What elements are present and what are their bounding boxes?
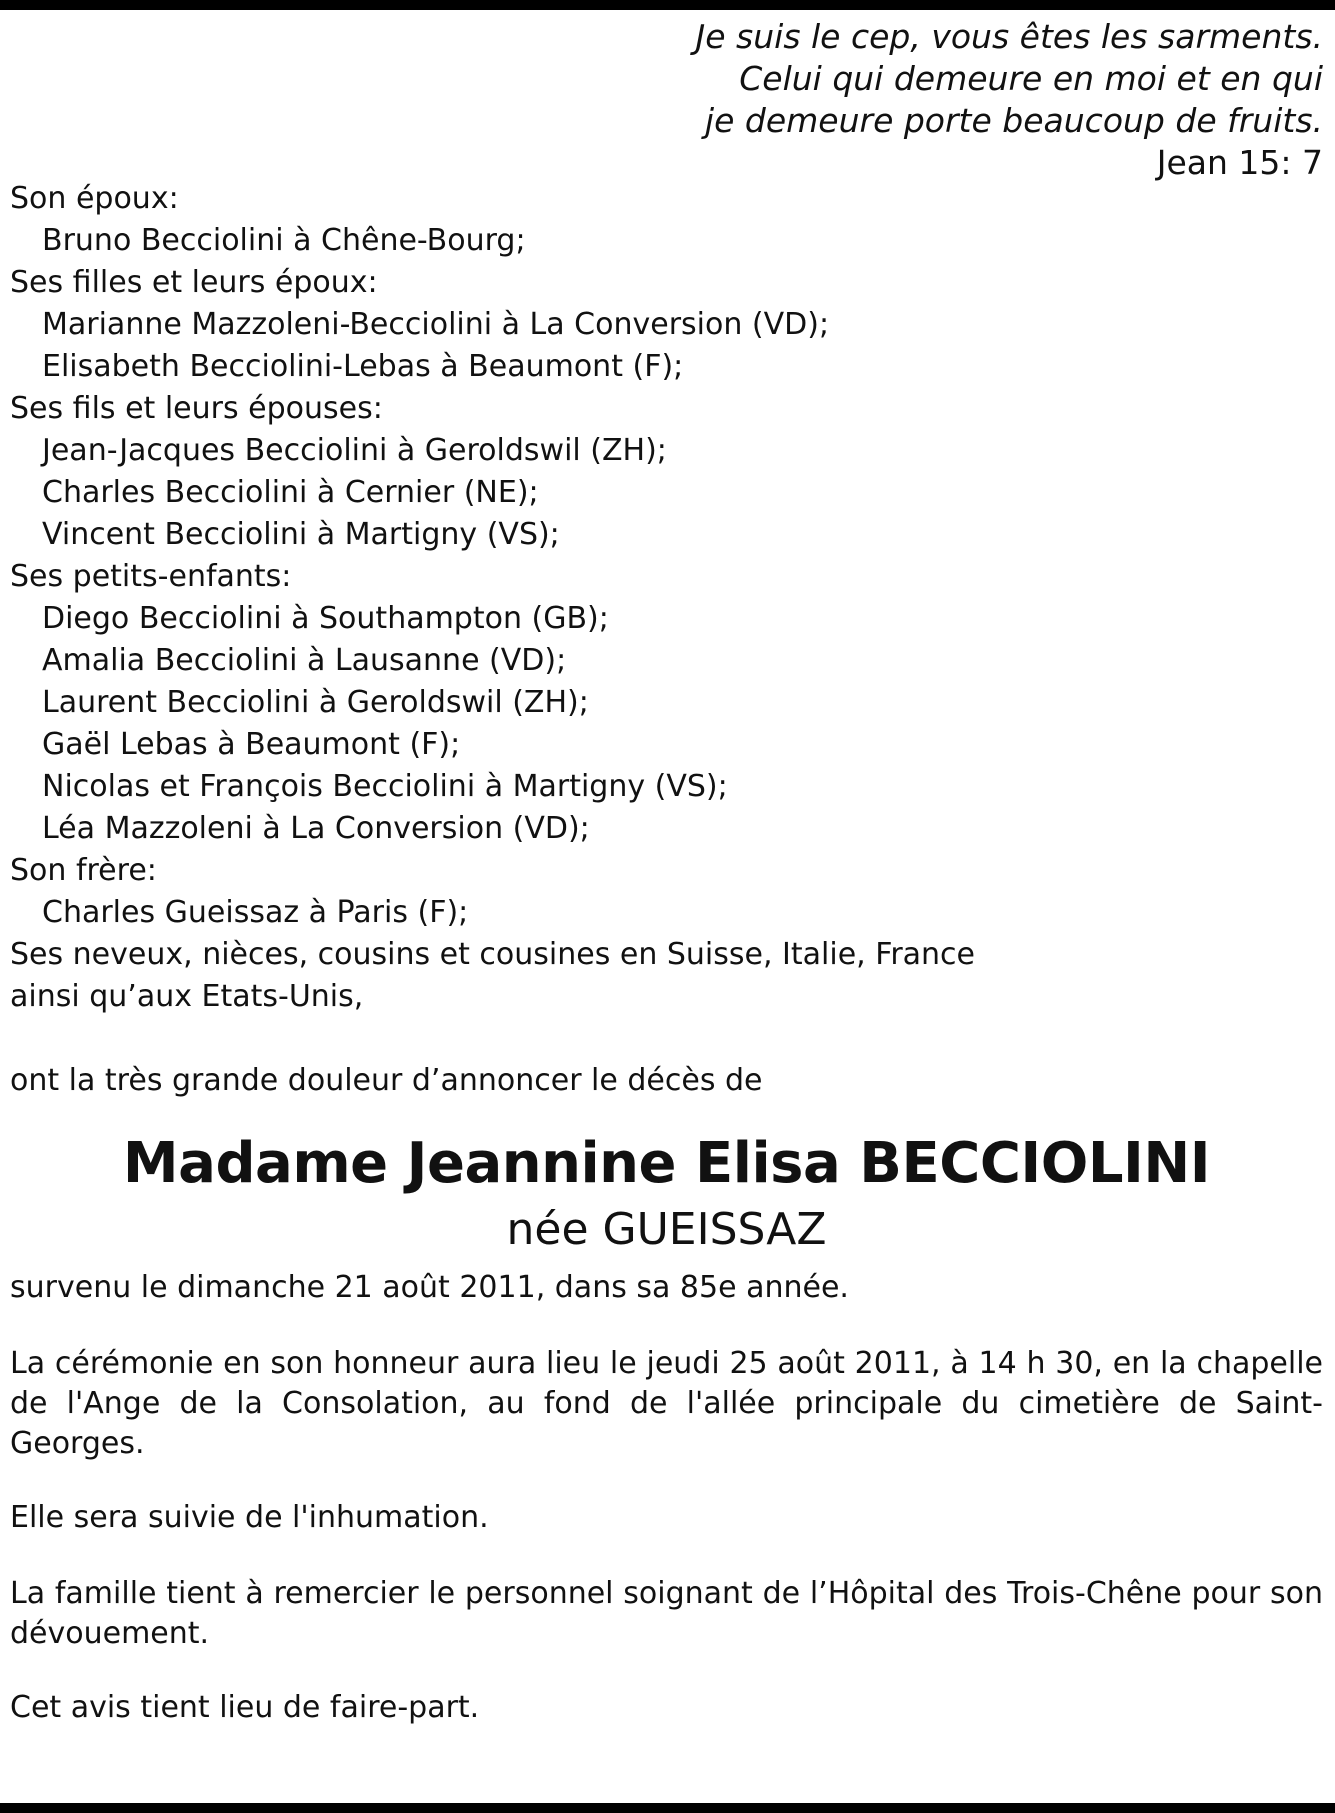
bottom-border-rule bbox=[0, 1803, 1335, 1813]
family-list bbox=[10, 178, 1323, 1018]
family-member: Amalia Becciolini à Lausanne (VD); bbox=[42, 643, 567, 678]
family-group-heading: Ses fils et leurs épouses: bbox=[10, 391, 383, 426]
family-group-heading: Ses filles et leurs époux: bbox=[10, 265, 378, 300]
verse-reference: Jean 15: 7 bbox=[1156, 143, 1323, 182]
family-member: Vincent Becciolini à Martigny (VS); bbox=[42, 517, 560, 552]
family-member: Elisabeth Becciolini-Lebas à Beaumont (F); bbox=[42, 349, 684, 384]
family-member: Jean-Jacques Becciolini à Geroldswil (ZH); bbox=[42, 433, 667, 468]
ceremony-paragraph: La cérémonie en son honneur aura lieu le jeudi 25 août 2011, à 14 h 30, en la chapelle de l'Ange de la Consolation, au fond de l'allée principale du cimetière de Saint-Georges. bbox=[10, 1346, 1323, 1461]
date-of-death-paragraph: survenu le dimanche 21 août 2011, dans sa 85e année. bbox=[10, 1270, 849, 1305]
maiden-name: née GUEISSAZ bbox=[506, 1204, 827, 1255]
verse-line: je demeure porte beaucoup de fruits. bbox=[704, 101, 1323, 140]
extended-family-line: ainsi qu’aux Etats-Unis, bbox=[10, 979, 364, 1014]
deceased-name: Madame Jeannine Elisa BECCIOLINI bbox=[122, 1131, 1211, 1196]
announcement-text: ont la très grande douleur d’annoncer le décès de bbox=[10, 1063, 763, 1098]
family-member: Léa Mazzoleni à La Conversion (VD); bbox=[42, 811, 590, 846]
family-group-heading: Son frère: bbox=[10, 853, 157, 888]
bible-verse bbox=[623, 16, 1323, 184]
obituary-body bbox=[10, 178, 1323, 1728]
top-border-rule bbox=[0, 0, 1335, 10]
family-group-brother bbox=[10, 850, 1323, 934]
family-member: Diego Becciolini à Southampton (GB); bbox=[42, 601, 609, 636]
family-member: Charles Becciolini à Cernier (NE); bbox=[42, 475, 539, 510]
verse-line: Je suis le cep, vous êtes les sarments. bbox=[695, 17, 1323, 56]
family-group-grandchildren bbox=[10, 556, 1323, 850]
burial-paragraph: Elle sera suivie de l'inhumation. bbox=[10, 1500, 489, 1535]
family-member: Marianne Mazzoleni-Becciolini à La Conversion (VD); bbox=[42, 307, 830, 342]
thanks-paragraph: La famille tient à remercier le personnel soignant de l’Hôpital des Trois-Chêne pour son dévouement. bbox=[10, 1576, 1323, 1651]
family-member: Bruno Becciolini à Chêne-Bourg; bbox=[42, 223, 526, 258]
notice-paragraph: Cet avis tient lieu de faire-part. bbox=[10, 1690, 480, 1725]
family-group-heading: Son époux: bbox=[10, 181, 179, 216]
family-member: Gaël Lebas à Beaumont (F); bbox=[42, 727, 461, 762]
family-group-daughters bbox=[10, 262, 1323, 388]
family-group-spouse bbox=[10, 178, 1323, 262]
extended-family-line: Ses neveux, nièces, cousins et cousines en Suisse, Italie, France bbox=[10, 937, 976, 972]
family-member: Nicolas et François Becciolini à Martigny (VS); bbox=[42, 769, 728, 804]
family-group-sons bbox=[10, 388, 1323, 556]
family-member: Laurent Becciolini à Geroldswil (ZH); bbox=[42, 685, 589, 720]
family-member: Charles Gueissaz à Paris (F); bbox=[42, 895, 469, 930]
family-group-heading: Ses petits-enfants: bbox=[10, 559, 292, 594]
verse-line: Celui qui demeure en moi et en qui bbox=[739, 59, 1323, 98]
